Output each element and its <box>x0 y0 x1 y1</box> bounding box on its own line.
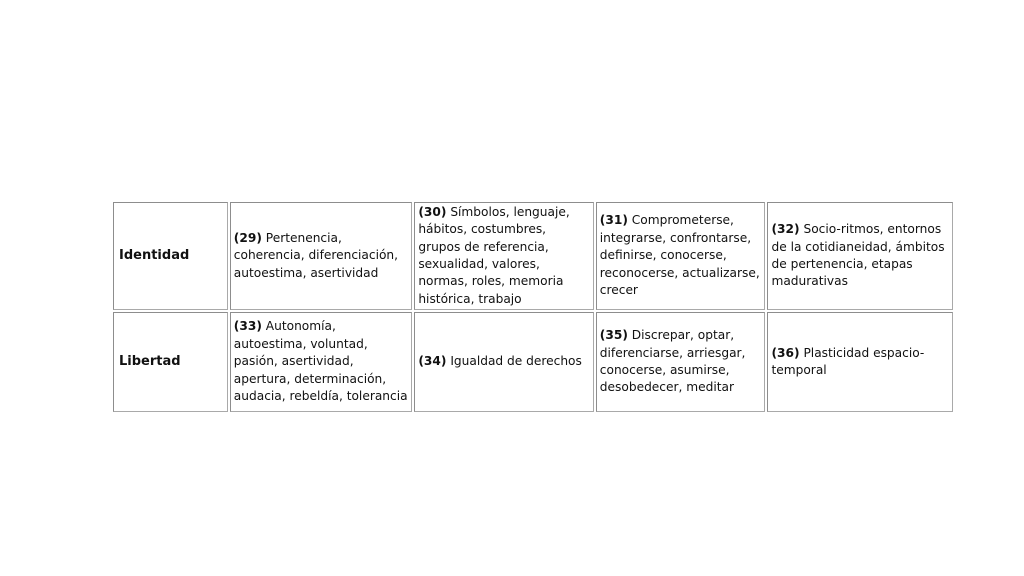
needs-matrix-table <box>111 202 955 412</box>
table-row <box>113 312 953 412</box>
cell-34 <box>414 312 593 412</box>
table-row <box>113 202 953 310</box>
cell-number: (36) <box>771 345 800 360</box>
cell-text: Igualdad de derechos <box>450 354 582 369</box>
cell-30 <box>414 202 593 310</box>
cell-text: Autonomía, autoestima, voluntad, pasión, asertividad, apertura, determinación, audacia, rebeldía, tolerancia <box>233 319 408 404</box>
cell-number: (32) <box>771 222 800 237</box>
cell-32 <box>767 202 953 310</box>
cell-35 <box>596 312 766 412</box>
cell-text: Pertenencia, coherencia, diferenciación, autoestima, asertividad <box>233 230 399 280</box>
row-header-libertad: Libertad <box>113 312 228 412</box>
cell-number: (31) <box>599 213 628 228</box>
row-header-identidad: Identidad <box>113 202 228 310</box>
cell-36 <box>767 312 953 412</box>
needs-matrix-table-fragment <box>111 202 955 412</box>
cell-33 <box>230 312 413 412</box>
cell-number: (35) <box>599 328 628 343</box>
cell-number: (30) <box>418 204 447 219</box>
cell-text: Símbolos, lenguaje, hábitos, costumbres, grupos de referencia, sexualidad, valores, normas, roles, memoria histórica, trabajo <box>418 204 570 306</box>
cell-number: (34) <box>418 354 447 369</box>
cell-text: Comprometerse, integrarse, confrontarse, definirse, conocerse, reconocerse, actualizarse, crecer <box>599 213 760 298</box>
cell-text: Discrepar, optar, diferenciarse, arriesgar, conocerse, asumirse, desobedecer, meditar <box>599 328 746 395</box>
cell-29 <box>230 202 413 310</box>
cell-number: (33) <box>233 319 262 334</box>
cell-number: (29) <box>233 230 262 245</box>
cell-31 <box>596 202 766 310</box>
cell-text: Plasticidad espacio-temporal <box>771 345 925 377</box>
cell-text: Socio-ritmos, entornos de la cotidianeidad, ámbitos de pertenencia, etapas madurativas <box>771 222 945 289</box>
